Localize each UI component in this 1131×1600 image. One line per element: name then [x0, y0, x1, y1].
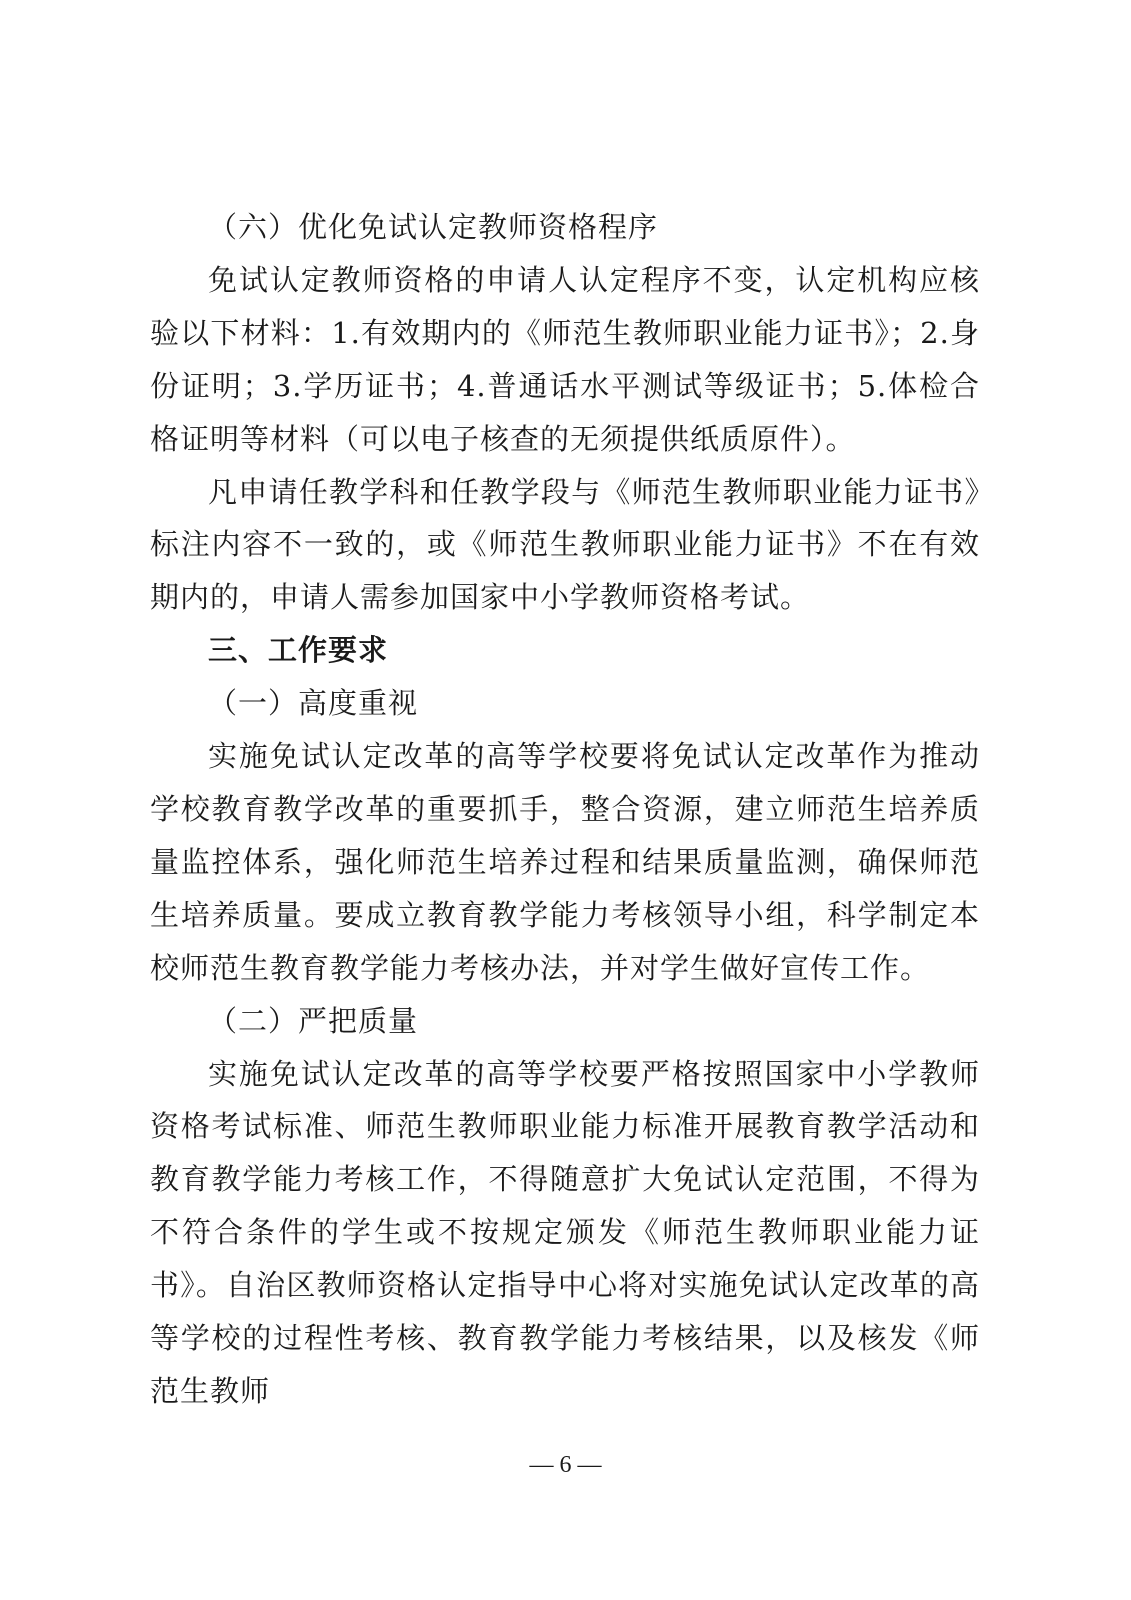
section-6-paragraph-2: 凡申请任教学科和任教学段与《师范生教师职业能力证书》标注内容不一致的，或《师范生教师职业能力证书》不在有效期内的，申请人需参加国家中小学教师资格考试。 [150, 474, 980, 615]
subsection-2-heading: （二）严把质量 [208, 1003, 419, 1038]
section-6-heading: （六）优化免试认定教师资格程序 [208, 210, 659, 244]
page-number: — 6 — [529, 1452, 602, 1478]
section-6-paragraph-1: 免试认定教师资格的申请人认定程序不变，认定机构应核验以下材料：1.有效期内的《师范生教师职业能力证书》；2.身份证明；3.学历证书；4.普通话水平测试等级证书；5.体检合格证明等材料（可以电子核查的无须提供纸质原件）。 [150, 262, 980, 456]
document-body [150, 201, 980, 1418]
subsection-1-heading: （一）高度重视 [208, 686, 419, 721]
part-3-heading: 三、工作要求 [208, 633, 389, 668]
subsection-2-paragraph: 实施免试认定改革的高等学校要严格按照国家中小学教师资格考试标准、师范生教师职业能力标准开展教育教学活动和教育教学能力考核工作，不得随意扩大免试认定范围，不得为不符合条件的学生或不按规定颁发《师范生教师职业能力证书》。自治区教师资格认定指导中心将对实施免试认定改革的高等学校的过程性考核、教育教学能力考核结果，以及核发《师范生教师 [150, 1056, 980, 1408]
subsection-1-paragraph: 实施免试认定改革的高等学校要将免试认定改革作为推动学校教育教学改革的重要抓手，整合资源，建立师范生培养质量监控体系，强化师范生培养过程和结果质量监测，确保师范生培养质量。要成立教育教学能力考核领导小组，科学制定本校师范生教育教学能力考核办法，并对学生做好宣传工作。 [150, 739, 980, 985]
